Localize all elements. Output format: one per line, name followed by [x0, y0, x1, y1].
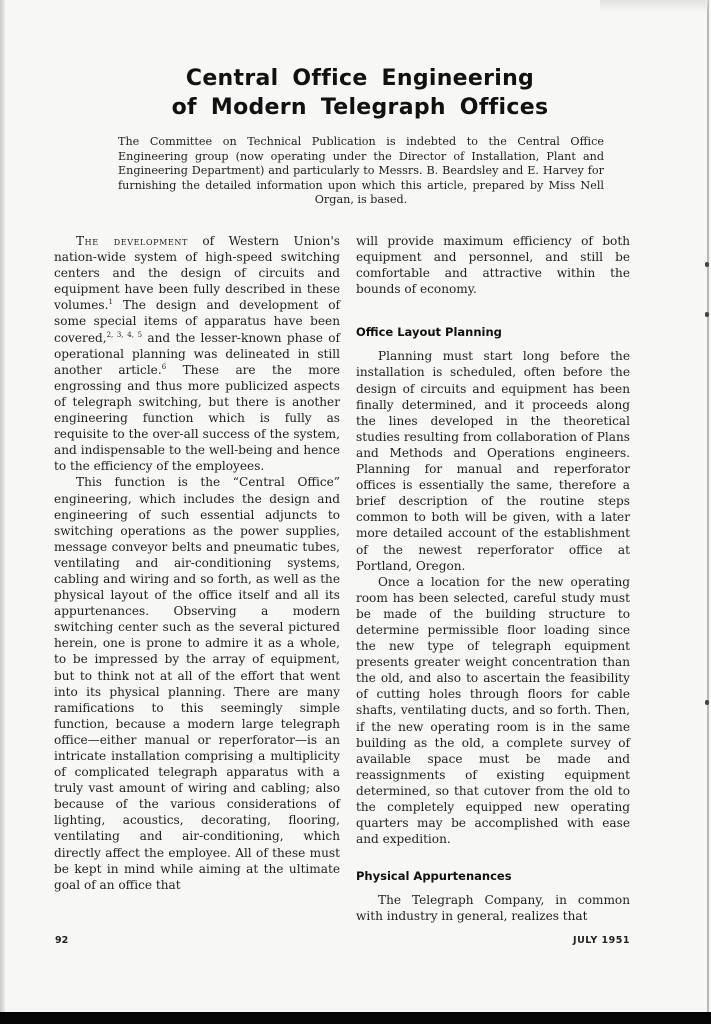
acknowledgment-note: The Committee on Technical Publication is indebted to the Central Office Engineering group (now operating under the Director of Installation, Plant and Engineering Department) and particularly to Messrs. B. Beardsley and E. Harvey for furnishing the detailed information upon which this article, prepared by Miss Nell Organ, is based.	[118, 135, 604, 207]
page-corner-shadow	[600, 0, 708, 12]
margin-mark	[705, 312, 709, 317]
paragraph: The development of Western Union's nation-wide system of high-speed switching centers and the design of circuits and equipment have been fully described in these volumes.$^1$ The design and development of some special items of apparatus have been covered,$^{2, 3, 4, 5}$ and the lesser-known phase of operational planning was delineated in still another article.$^6$ These are the more engrossing and thus more publicized aspects of telegraph switching, but there is another engineering function which is fully as requisite to the over-all success of the system, and indispensable to the well-being and hence to the efficiency of the employees.	[54, 234, 340, 474]
right-column	[356, 233, 630, 924]
page-right-edge	[707, 0, 709, 1012]
title-line-1: Central Office Engineering	[185, 66, 535, 91]
page-number: 92	[55, 935, 69, 946]
paragraph: Once a location for the new operating room has been selected, careful study must be made of the building structure to determine permissible floor loading since the new type of telegraph equipment presents greater weight concentration than the old, and also to ascertain the feasibility of cutting holes through floors for cable shafts, ventilating ducts, and so forth. Then, if the new operating room is in the same building as the old, a complete survey of available space must be made and reassignments of existing equipment determined, so that cutover from the old to the completely equipped new operating quarters may be accomplished with ease and expedition.	[356, 574, 630, 847]
section-heading: Office Layout Planning	[356, 325, 502, 340]
title-line-2: of Modern Telegraph Offices	[171, 95, 549, 120]
issue-date: JULY 1951	[573, 935, 630, 946]
left-column	[54, 233, 340, 893]
section-heading: Physical Appurtenances	[356, 869, 512, 884]
lead-in-small-caps: The development	[76, 234, 188, 248]
paragraph: The Telegraph Company, in common with industry in general, realizes that	[356, 893, 630, 924]
article-title	[100, 64, 620, 122]
footnote-ref: 6	[161, 362, 167, 371]
footnote-ref: 1	[108, 298, 113, 307]
paragraph: Planning must start long before the installation is scheduled, often before the design of circuits and equipment has been finally determined, and it proceeds along the lines developed in the theoretical studies resulting from collaboration of Plans and Methods and Operations engineers. Planning for manual and reperforator offices is essentially the same, therefore a brief description of the routine steps common to both will be given, with a later more detailed account of the establishment of the newest reperforator office at Portland, Oregon.	[356, 349, 630, 573]
footnote-ref: 2, 3, 4, 5	[106, 330, 143, 339]
paragraph: This function is the “Central Office” engineering, which includes the design and engineering of such essential adjuncts to switching operations as the power supplies, message conveyor belts and pneumatic tubes, ventilating and air-conditioning systems, cabling and wiring and so forth, as well as the physical layout of the office itself and all its appurtenances. Observing a modern switching center such as the several pictured herein, one is prone to admire it as a whole, to be impressed by the array of equipment, but to think not at all of the effort that went into its physical planning. There are many ramifications to this seemingly simple function, because a modern large telegraph office—either manual or reperforator—is an intricate installation comprising a multiplicity of complicated telegraph apparatus with a truly vast amount of wiring and cabling; also because of the various considerations of lighting, acoustics, decorating, flooring, ventilating and air-conditioning, which directly affect the employee. All of these must be kept in mind while aiming at the ultimate goal of an office that	[54, 475, 340, 892]
scan-bottom-border	[0, 1012, 711, 1024]
margin-mark	[705, 700, 709, 705]
page-left-edge	[0, 0, 5, 1012]
margin-mark	[705, 262, 709, 267]
paragraph-continued: will provide maximum efficiency of both equipment and personnel, and still be comfortable and attractive within the bounds of economy.	[356, 234, 630, 297]
